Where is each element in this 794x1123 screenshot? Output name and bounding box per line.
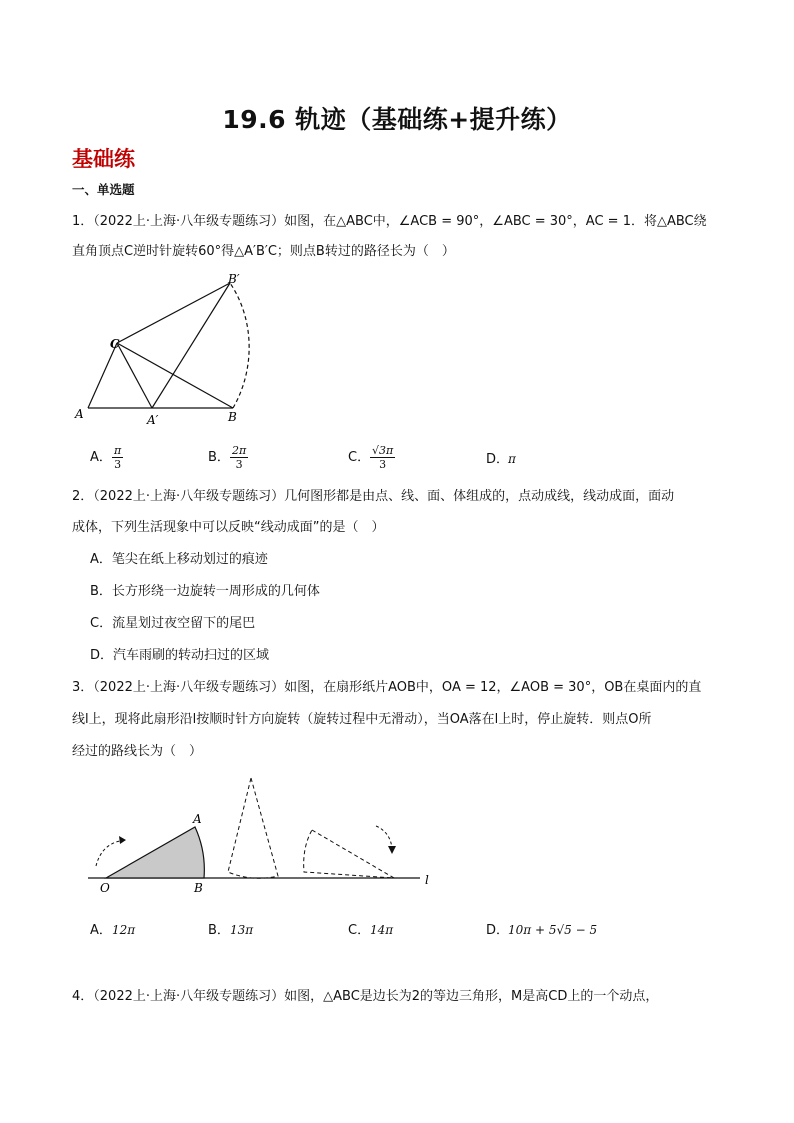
q3-sector-right	[304, 830, 394, 878]
q3-arrow-left	[96, 840, 126, 866]
q1-label-b-prime: B′	[228, 272, 240, 286]
q1-edge-ac	[88, 343, 117, 408]
q1-figure	[70, 270, 270, 430]
q3-option-b[interactable]: B．13π	[208, 923, 254, 938]
q2-option-b[interactable]: B．长方形绕一边旋转一周形成的几何体	[90, 584, 320, 599]
q3-arrow-right-head	[388, 846, 396, 854]
q2-line1: 2．（2022上·上海·八年级专题练习）几何图形都是由点、线、面、体组成的，点动成线，线动成面，面动	[72, 489, 675, 504]
q1-line1: 1．（2022上·上海·八年级专题练习）如图，在△ABC中，∠ACB = 90°，∠ABC = 30°，AC = 1．将△ABC绕	[72, 214, 707, 229]
section-title: 基础练	[72, 147, 135, 171]
q1-option-b[interactable]: B． $\frac{2\pi}{3}$	[208, 444, 247, 471]
q2-option-c[interactable]: C．流星划过夜空留下的尾巴	[90, 616, 256, 631]
q3-label-o: O	[100, 881, 110, 895]
q3-line1: 3．（2022上·上海·八年级专题练习）如图，在扇形纸片AOB中，OA = 12，∠AOB = 30°，OB在桌面内的直	[72, 680, 702, 695]
q1-edge-cb-prime	[117, 283, 230, 343]
q3-arrow-left-head	[119, 836, 126, 844]
q1-label-c: C	[110, 337, 120, 351]
q1-option-a[interactable]: A． $\frac{\pi}{3}$	[90, 444, 122, 471]
q1-label-a: A	[75, 407, 84, 421]
q1-rotation-arc	[230, 283, 249, 408]
q2-option-a[interactable]: A．笔尖在纸上移动划过的痕迹	[90, 552, 268, 567]
q4-line1: 4．（2022上·上海·八年级专题练习）如图，△ABC是边长为2的等边三角形，M是高CD上的一个动点，	[72, 989, 659, 1004]
q3-label-a: A	[193, 812, 202, 826]
q3-option-a[interactable]: A．12π	[90, 923, 136, 938]
q2-option-d[interactable]: D．汽车雨刷的转动扫过的区域	[90, 648, 270, 663]
q1-label-b: B	[228, 410, 237, 424]
q3-figure	[80, 770, 440, 895]
q1-edge-a-prime-b-prime	[152, 283, 230, 408]
q3-label-b: B	[194, 881, 203, 895]
q3-sector	[106, 827, 204, 878]
q3-option-d[interactable]: D．10π + 5√5 − 5	[486, 923, 598, 938]
page-title: 19.6 轨迹（基础练+提升练）	[222, 105, 572, 134]
q3-arrow-right	[376, 826, 392, 848]
q1-option-d[interactable]: D．π	[486, 452, 516, 467]
q2-line2: 成体，下列生活现象中可以反映“线动成面”的是（ ）	[72, 520, 385, 535]
q1-option-c[interactable]: C． $\frac{√3\pi}{3}$	[348, 444, 394, 471]
subheading: 一、单选题	[72, 182, 135, 197]
q1-line2: 直角顶点C逆时针旋转60°得△A′B′C；则点B转过的路径长为（ ）	[72, 244, 455, 259]
q3-label-l: l	[425, 873, 429, 887]
q3-line3: 经过的路线长为（ ）	[72, 744, 203, 759]
q3-option-c[interactable]: C．14π	[348, 923, 394, 938]
q3-line2: 线l上，现将此扇形沿l按顺时针方向旋转（旋转过程中无滑动），当OA落在l上时，停止旋转．则点O所	[72, 712, 652, 727]
q3-sector-middle	[228, 778, 278, 878]
q1-label-a-prime: A′	[147, 413, 159, 427]
